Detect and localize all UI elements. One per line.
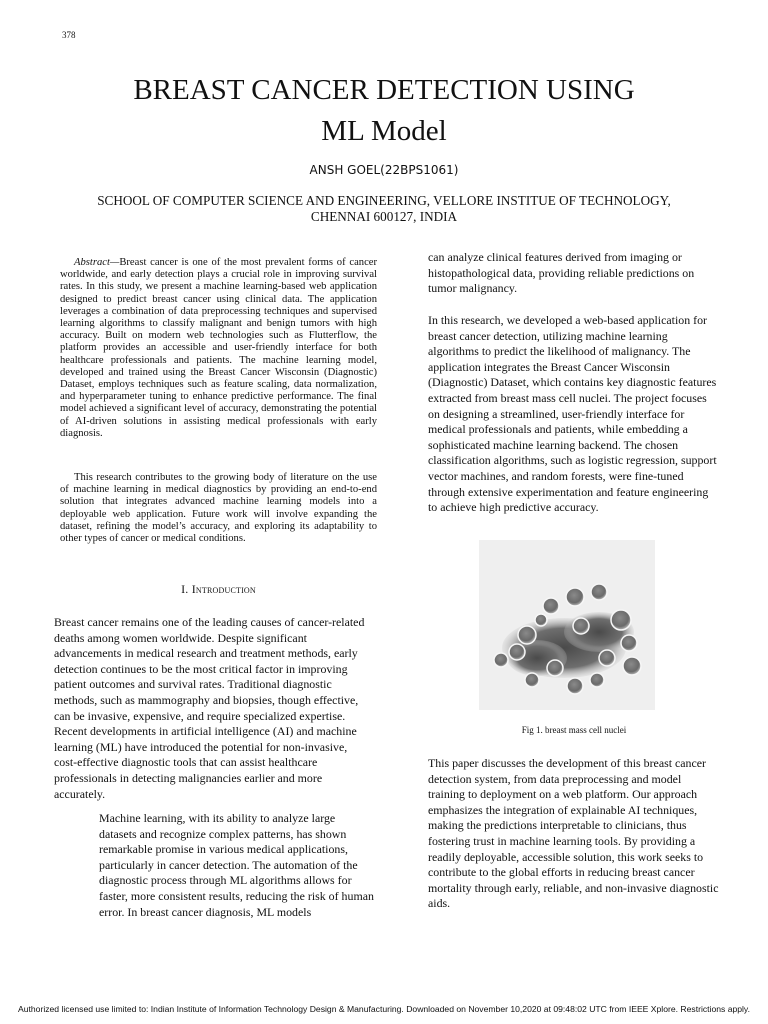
figure-caption: Fig 1. breast mass cell nuclei — [521, 725, 627, 735]
section-title: Introduction — [191, 582, 256, 596]
intro-paragraph: Breast cancer remains one of the leading causes of cancer-related deaths among women worldwide. Despite significant advancements in medical research and treatment methods, early detection continues to be the most critical factor in improving patient outcomes and survival rates. Traditional diagnostic methods, such as mammography and biopsies, though effective, can be invasive, expensive, and require specialized expertise. Recent developments in artificial intelligence (AI) and machine learning (ML) have introduced the potential for non-invasive, cost-effective diagnostic tools that can assist healthcare professionals in detecting malignancies earlier and more accurately. — [54, 615, 365, 801]
affiliation-line-1: SCHOOL OF COMPUTER SCIENCE AND ENGINEERING, VELLORE INSTITUE OF TECHNOLOGY, — [97, 193, 671, 208]
license-footer: Authorized licensed use limited to: Indian Institute of Information Technology Design & Manufacturing. Downloaded on November 10,2020 at 09:48:02 UTC from IEEE Xplore. Restrictions apply. — [18, 1004, 750, 1014]
page-number: 378 — [62, 30, 76, 40]
section-heading-introduction — [60, 582, 377, 597]
affiliation-line-2: CHENNAI 600127, INDIA — [310, 209, 458, 224]
right-paragraph-3: This paper discusses the development of this breast cancer detection system, from data preprocessing and model training to deployment on a web platform. Our approach emphasizes the integration of explainable AI techniques, making the predictions interpretable to clinicians, thus fostering trust in machine learning tools. By providing a readily deployable, accessible solution, this work seeks to contribute to the global efforts in reducing breast cancer mortality through early, reliable, and non-invasive diagnostic aids. — [428, 756, 719, 911]
figure-cell-nuclei-image — [479, 540, 655, 710]
abstract-lead: Abstract— — [74, 257, 120, 268]
affiliation — [60, 193, 708, 225]
section-number: I. — [181, 582, 192, 596]
abstract — [60, 257, 377, 440]
cell-nuclei-illustration — [479, 540, 655, 710]
title-line-2: ML Model — [321, 115, 447, 147]
abstract-text: Breast cancer is one of the most prevalent forms of cancer worldwide, and early detection plays a crucial role in improving survival rates. In this study, we present a machine learning-based web application designed to predict breast cancer using clinical data. The application leverages a combination of data preprocessing techniques and supervised learning algorithms to classify malignant and benign tumors with high accuracy. Built on modern web technologies such as Flutterflow, the platform provides an accessible and user-friendly interface for both healthcare professionals and patients. The machine learning model, developed and trained using the Breast Cancer Wisconsin (Diagnostic) Dataset, employs techniques such as feature scaling, data normalization, and hyperparameter tuning to enhance predictive performance. The final model achieved a significant level of accuracy, demonstrating the potential of AI-driven solutions in assisting medical professionals with early diagnosis. — [60, 257, 377, 439]
contribution-paragraph: This research contributes to the growing body of literature on the use of machine learning in medical diagnostics by providing an end-to-end solution that integrates advanced machine learning models into a deployable web application. Future work will involve expanding the dataset, refining the model’s accuracy, and exploring its adaptability to other types of cancer or medical conditions. — [60, 472, 377, 545]
author-name: ANSH GOEL(22BPS1061) — [309, 163, 459, 177]
title-line-1: BREAST CANCER DETECTION USING — [133, 74, 635, 106]
ml-paragraph: Machine learning, with its ability to analyze large datasets and recognize complex patterns, has shown remarkable promise in various medical applications, particularly in cancer detection. The automation of the diagnostic process through ML algorithms allows for faster, more consistent results, reducing the risk of human error. In breast cancer diagnosis, ML models — [99, 811, 374, 919]
paper-title — [40, 70, 728, 152]
right-paragraph-2: In this research, we developed a web-based application for breast cancer detection, utilizing machine learning algorithms to predict the likelihood of malignancy. The application integrates the Breast Cancer Wisconsin (Diagnostic) Dataset, which contains key diagnostic features extracted from breast mass cell nuclei. The project focuses on designing a streamlined, user-friendly interface for medical professionals and patients, while embedding a sophisticated machine learning backend. The chosen classification algorithms, such as logistic regression, support vector machines, and random forests, were fine-tuned through extensive experimentation and feature engineering to achieve high predictive accuracy. — [428, 313, 717, 515]
right-paragraph-1: can analyze clinical features derived from imaging or histopathological data, providing reliable predictions on tumor malignancy. — [428, 250, 695, 296]
